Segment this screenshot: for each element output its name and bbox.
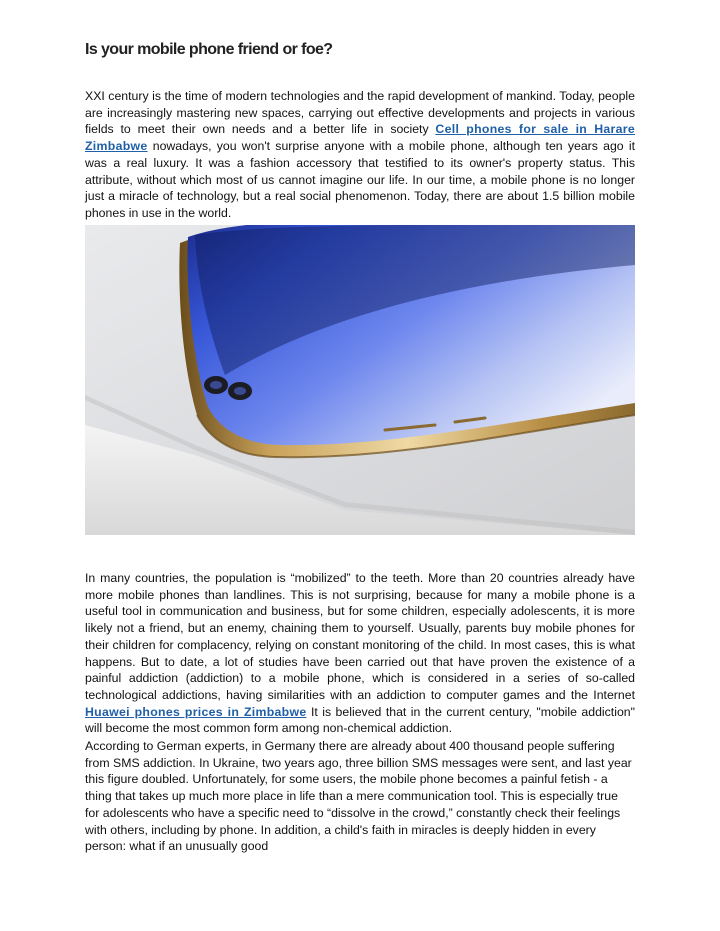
- paragraph-text: nowadays, you won't surprise anyone with a mobile phone, although ten years ago it was a real luxury. It was a fashion accessory that testified to its owner's property status. This attribute, without which most of us cannot imagine our life. In our time, a mobile phone is no longer just a miracle of technology, but a real social phenomenon. Today, there are about 1.5 billion mobile phones in use in the world.: [85, 139, 635, 220]
- huawei-prices-link[interactable]: Huawei phones prices in Zimbabwe: [85, 704, 307, 719]
- phone-image: [85, 225, 635, 535]
- mobilized-paragraph: [85, 570, 635, 737]
- cell-phones-link[interactable]: Cell phones for sale in Harare Zimbabwe: [85, 122, 635, 154]
- intro-paragraph: [85, 88, 635, 222]
- paragraph-text: It is believed that in the current century, "mobile addiction" will become the most common form among non-chemical addiction.: [85, 704, 636, 736]
- phone-photo: [85, 225, 635, 535]
- page-title: Is your mobile phone friend or foe?: [85, 41, 333, 58]
- paragraph-text: In many countries, the population is “mobilized” to the teeth. More than 20 countries already have more mobile phones than landlines. This is not surprising, because for many a mobile phone is a useful tool in communication and business, but for some children, especially adolescents, it is more likely not a friend, but an enemy, chaining them to yourself. Usually, parents buy mobile phones for their children for complacency, relying on constant monitoring of the child. In most cases, this is what happens. But to date, a lot of studies have been carried out that have proven the existence of a painful addiction (addiction) to a mobile phone, which is considered in a series of so-called technological addictions, having similarities with an addiction to computer games and the Internet: [85, 571, 635, 702]
- paragraph-text: XXI century is the time of modern technologies and the rapid development of mankind. Today, people are increasingly mastering new spaces, carrying out effective developments and projects in various fields to meet their own needs and a better life in society: [85, 89, 635, 137]
- german-experts-paragraph: According to German experts, in Germany there are already about 400 thousand people suffering from SMS addiction. In Ukraine, two years ago, three billion SMS messages were sent, and last year this figure doubled. Unfortunately, for some users, the mobile phone becomes a painful fetish - a thing that takes up much more place in life than a mere communication tool. This is especially true for adolescents who have a specific need to “dissolve in the crowd,” constantly check their feelings with others, including by phone. In addition, a child's faith in miracles is deeply hidden in every person: what if an unusually good: [85, 739, 632, 854]
